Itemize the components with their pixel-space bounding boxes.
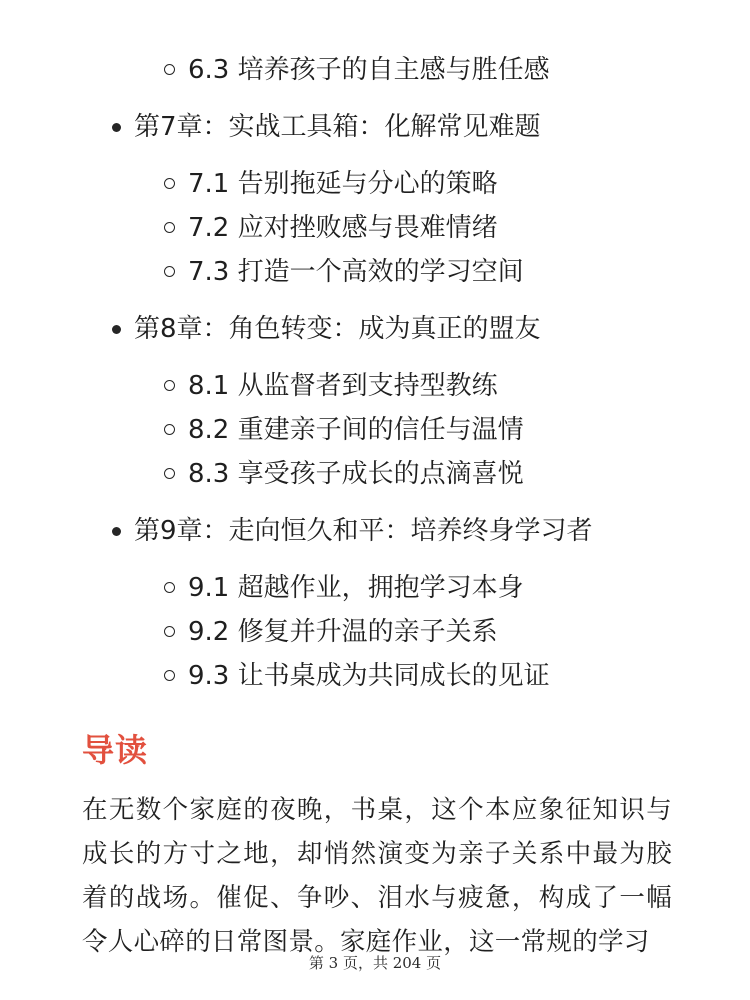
- hollow-bullet-icon: [164, 250, 176, 294]
- toc-section-item[interactable]: [188, 364, 498, 408]
- hollow-bullet-icon: [164, 162, 176, 206]
- toc-item-label: 9.2 修复并升温的亲子关系: [188, 617, 498, 647]
- toc-item-label: 7.1 告别拖延与分心的策略: [188, 169, 498, 199]
- toc-item-label: 9.1 超越作业，拥抱学习本身: [188, 573, 524, 603]
- toc-item-label: 第7章：实战工具箱：化解常见难题: [134, 112, 541, 142]
- toc-section-item[interactable]: [188, 610, 498, 654]
- hollow-bullet-icon: [164, 408, 176, 452]
- toc-section-item[interactable]: [188, 250, 524, 294]
- toc-chapter-item[interactable]: [134, 105, 541, 149]
- toc-section-item[interactable]: [188, 566, 524, 610]
- toc-item-label: 8.1 从监督者到支持型教练: [188, 371, 498, 401]
- filled-bullet-icon: [112, 307, 122, 351]
- hollow-bullet-icon: [164, 452, 176, 496]
- page-footer: 第 3 页，共 204 页: [308, 954, 442, 972]
- filled-bullet-icon: [112, 105, 122, 149]
- hollow-bullet-icon: [164, 48, 176, 92]
- toc-item-label: 9.3 让书桌成为共同成长的见证: [188, 661, 550, 691]
- hollow-bullet-icon: [164, 206, 176, 250]
- hollow-bullet-icon: [164, 364, 176, 408]
- toc-chapter-item[interactable]: [134, 307, 541, 351]
- toc-item-label: 8.3 享受孩子成长的点滴喜悦: [188, 459, 524, 489]
- hollow-bullet-icon: [164, 610, 176, 654]
- toc-section-item[interactable]: [188, 408, 524, 452]
- toc-section-item[interactable]: [188, 206, 498, 250]
- section-heading: 导读: [82, 731, 149, 769]
- toc-item-label: 第9章：走向恒久和平：培养终身学习者: [134, 516, 593, 546]
- toc-item-label: 6.3 培养孩子的自主感与胜任感: [188, 55, 550, 85]
- toc-item-label: 7.3 打造一个高效的学习空间: [188, 257, 524, 287]
- hollow-bullet-icon: [164, 654, 176, 698]
- toc-chapter-item[interactable]: [134, 509, 593, 553]
- toc-section-item[interactable]: [188, 452, 524, 496]
- toc-section-item[interactable]: [188, 48, 550, 92]
- filled-bullet-icon: [112, 509, 122, 553]
- toc-item-label: 第8章：角色转变：成为真正的盟友: [134, 314, 541, 344]
- toc-item-label: 8.2 重建亲子间的信任与温情: [188, 415, 524, 445]
- hollow-bullet-icon: [164, 566, 176, 610]
- toc-section-item[interactable]: [188, 162, 498, 206]
- body-paragraph: 在无数个家庭的夜晚，书桌，这个本应象征知识与成长的方寸之地，却悄然演变为亲子关系中最为胶着的战场。催促、争吵、泪水与疲惫，构成了一幅令人心碎的日常图景。家庭作业，这一常规的学习: [82, 795, 672, 957]
- toc-section-item[interactable]: [188, 654, 550, 698]
- toc-item-label: 7.2 应对挫败感与畏难情绪: [188, 213, 498, 243]
